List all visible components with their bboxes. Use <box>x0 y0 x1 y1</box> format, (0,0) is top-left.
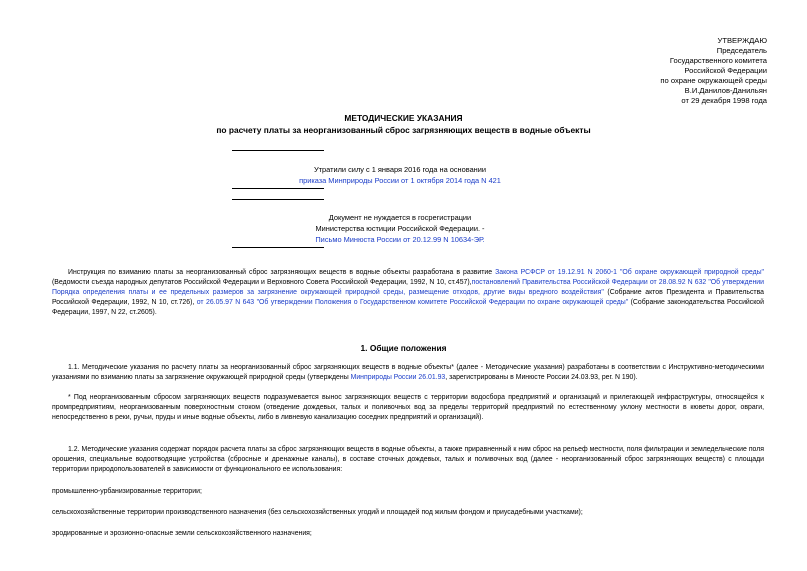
intro-text: (Собрание актов Президента и Правительства Российской Федерации, 1992, N 10, ст.726), <box>52 289 764 306</box>
intro-text: (Собрание законодательства Российской Федерации, 1997, N 22, ст.2605). <box>52 299 764 316</box>
divider <box>232 188 324 189</box>
divider <box>232 150 324 151</box>
registration-notice <box>230 212 570 245</box>
expiry-text: Утратили силу с 1 января 2016 года на основании <box>313 165 487 174</box>
paragraph-text: , зарегистрированы в Минюсте России 24.03.93, рег. N 190). <box>445 374 638 381</box>
title-line-1: МЕТОДИЧЕСКИЕ УКАЗАНИЯ <box>344 113 463 123</box>
intro-paragraph <box>52 268 764 318</box>
paragraph-text: 1.1. Методические указания по расчету платы за неорганизованный сброс загрязняющих веществ в водные объекты* (далее - Методические указания) разработаны в соответствии с Инструктивно-методическими указаниями по взиманию платы за загрязнение окружающей природной среды (утверждены <box>52 364 764 381</box>
approval-line: Председатель <box>716 46 767 55</box>
ministry-link[interactable]: Минприроды России 26.01.93 <box>350 374 446 381</box>
intro-text: (Ведомости съезда народных депутатов Российской Федерации и Верховного Совета Российской Федерации, 1992, N 10, ст.457), <box>52 279 472 286</box>
divider <box>232 199 324 200</box>
title-line-2: по расчету платы за неорганизованный сброс загрязняющих веществ в водные объекты <box>216 125 591 135</box>
approval-line: Государственного комитета <box>669 56 767 65</box>
document-title <box>0 112 807 136</box>
approval-line: Российской Федерации <box>684 66 767 75</box>
paragraph-1-1 <box>52 363 764 383</box>
expiry-link[interactable]: приказа Минприроды России от 1 октября 2014 года N 421 <box>299 176 501 185</box>
law-link[interactable]: Закона РСФСР от 19.12.91 N 2060-1 "Об охране окружающей природной среды" <box>495 269 765 276</box>
registration-line-2: Министерства юстиции Российской Федерации. - <box>315 224 485 233</box>
intro-text: Инструкция по взиманию платы за неорганизованный сброс загрязняющих веществ в водные объекты разработана в развитие <box>68 269 496 276</box>
approval-line: от 29 декабря 1998 года <box>681 96 767 105</box>
approval-line: по охране окружающей среды <box>660 76 767 85</box>
approval-line: В.И.Данилов-Данильян <box>684 86 767 95</box>
footnote: * Под неорганизованным сбросом загрязняющих веществ подразумевается вынос загрязняющих веществ с территории водосбора предприятий и организаций и прилегающей инфраструктуры, относящейся к промпредприятиям, неорганизованным поверхностным стоком (отведение дождевых, талых и поливочных вод за пределы территорий предприятий по естественному уклону местности в кюветы дорог, овраги, непосредственно в реки, ручьи, пруды и иные водные объекты, либо в ливневую канализацию соседних предприятий и организаций). <box>52 394 764 421</box>
list-item: сельскохозяйственные территории производственного назначения (без сельскохозяйственных угодий и площадей под жилым фондом и приусадебными участками); <box>52 509 583 516</box>
decree-link[interactable]: постановлений Правительства Российской Федерации от 28.08.92 N 632 "Об утверждении Порядка определения платы и ее предельных размеров за загрязнение окружающей природной среды, размещение отходов, другие виды вредного воздействия" <box>52 279 764 296</box>
list-item: промышленно-урбанизированные территории; <box>52 488 202 495</box>
divider <box>232 247 324 248</box>
approval-block <box>660 36 767 106</box>
approval-line: УТВЕРЖДАЮ <box>717 36 767 45</box>
expiry-notice <box>230 164 570 186</box>
list-item: эродированные и эрозионно-опасные земли сельскохозяйственного назначения; <box>52 530 312 537</box>
section-heading: 1. Общие положения <box>360 343 447 353</box>
paragraph-1-2: 1.2. Методические указания содержат порядок расчета платы за сброс загрязняющих веществ в водные объекты, а также приравненный к ним сброс на рельеф местности, поля фильтрации и земледельческие поля орошения, специальные водоотводящие устройства (сбросные и дренажные каналы), в составе сточных дождевых, талых и поливочных вод (далее - неорганизованный сброс загрязняющих веществ) с площади территории природопользователей в зависимости от функционального ее использования: <box>52 446 764 473</box>
registration-link[interactable]: Письмо Минюста России от 20.12.99 N 10634-ЭР. <box>315 235 485 244</box>
registration-line-1: Документ не нуждается в госрегистрации <box>328 213 472 222</box>
decree-link-2[interactable]: от 26.05.97 N 643 "Об утверждении Положения о Государственном комитете Российской Федерации по охране окружающей среды" <box>194 299 629 306</box>
